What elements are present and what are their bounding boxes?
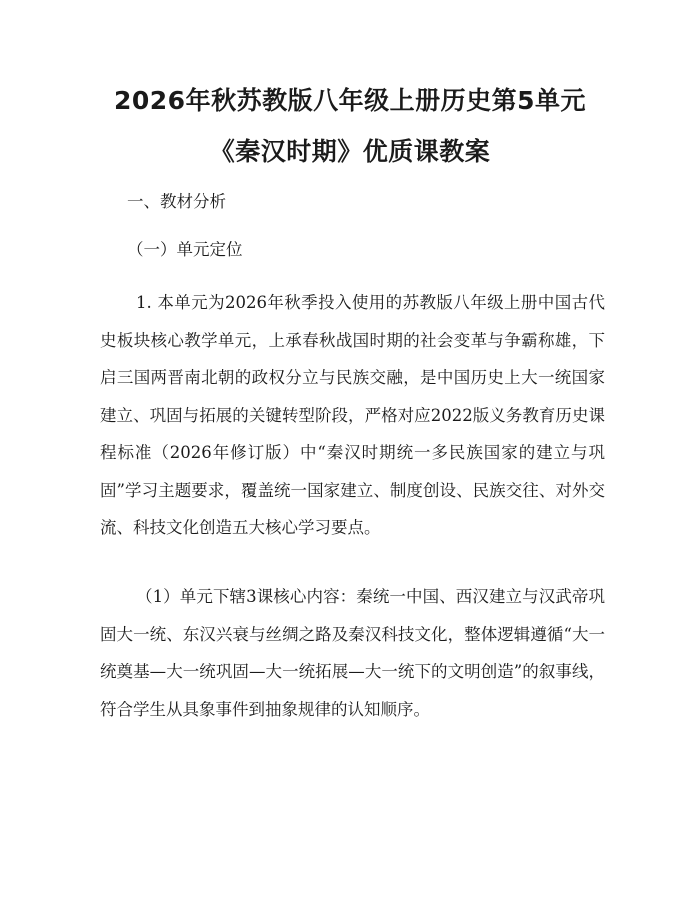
body-paragraph: 1. 本单元为2026年秋季投入使用的苏教版八年级上册中国古代史板块核心教学单元，上承春秋战国时期的社会变革与争霸称雄，下启三国两晋南北朝的政权分立与民族交融，是中国历史上大一统国家建立、巩固与拓展的关键转型阶段，严格对应2022版义务教育历史课程标准（2026年修订版）中“秦汉时期统一多民族国家的建立与巩固”学习主题要求，覆盖统一国家建立、制度创设、民族交往、对外交流、科技文化创造五大核心学习要点。 bbox=[100, 293, 605, 537]
document-title-line-2: 《秦汉时期》优质课教案 bbox=[209, 137, 491, 166]
body-paragraph: （1）单元下辖3课核心内容：秦统一中国、西汉建立与汉武帝巩固大一统、东汉兴衰与丝绸之路及秦汉科技文化，整体逻辑遵循“大一统奠基—大一统巩固—大一统拓展—大一统下的文明创造”的叙事线，符合学生从具象事件到抽象规律的认知顺序。 bbox=[100, 587, 605, 719]
document-title-line-1: 2026年秋苏教版八年级上册历史第5单元 bbox=[114, 86, 586, 115]
section-heading: 一、教材分析 bbox=[127, 192, 226, 211]
subsection-heading: （一）单元定位 bbox=[127, 240, 243, 259]
